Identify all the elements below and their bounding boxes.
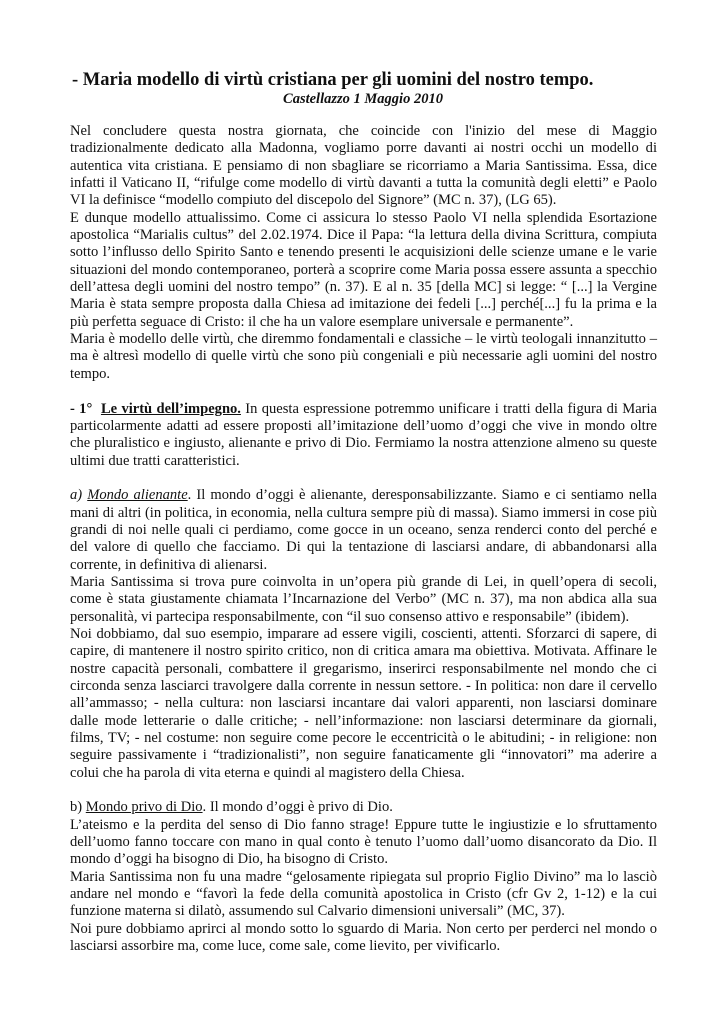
intro-paragraph: E dunque modello attualissimo. Come ci assicura lo stesso Paolo VI nella splendida Esortazione apostolica “Marialis cultus” del 2.02.1974. Dice il Papa: “la lettura della divina Scrittura, compiuta sotto l’influsso dello Spirito Santo e tenendo presenti le acquisizioni delle scienze umane e le varie situazioni del mondo contemporaneo, porterà a scoprire come Maria possa essere assunta a specchio dell’attesa degli uomini del nostro tempo” (n. 37). E al n. 35 [della MC] si legge: “ [...] la Vergine Maria è stata sempre proposta dalla Chiesa ad imitazione dei fedeli [...] perché[...] fu la prima e la più perfetta seguace di Cristo: il che ha un valore esemplare universale e permanente”. bbox=[70, 209, 657, 330]
section-b-prefix: b) bbox=[70, 799, 86, 816]
section-b-heading: Mondo privo di Dio bbox=[85, 799, 203, 816]
section-a-prefix: a) bbox=[70, 487, 88, 504]
section-1-text: In questa espressione potremmo unificare i tratti della figura di Maria particolarmente adatti ad essere proposti all’imitazione dell’uomo d’oggi che vive in mondo oltre che pluralistico e ingiusto, alienante e privo di Dio. Fermiamo la nostra attenzione almeno su queste ultimi due tratti caratteristici. bbox=[70, 400, 658, 469]
section-1-paragraph bbox=[70, 401, 657, 470]
section-b-paragraph bbox=[70, 799, 657, 816]
section-b-paragraph: Maria Santissima non fu una madre “gelosamente ripiegata sul proprio Figlio Divino” ma lo lasciò andare nel mondo e “favorì la fede della comunità apostolica in Cristo (cfr Gv 2, 1-12) e la cui funzione materna si dilatò, assumendo sul Calvario dimensioni universali” (MC, 37). bbox=[70, 868, 657, 920]
document-body bbox=[70, 123, 657, 956]
intro-paragraph: Maria è modello delle virtù, che diremmo fondamentali e classiche – le virtù teologali innanzitutto – ma è altresì modello di quelle virtù che sono più congeniali e più necessarie agli uomini del nostro tempo. bbox=[70, 331, 657, 382]
section-b-text: . Il mondo d’oggi è privo di Dio. bbox=[202, 799, 393, 816]
section-a-text: . Il mondo d’oggi è alienante, deresponsabilizzante. Siamo e ci sentiamo nella mani di altri (in politica, in economia, nella cultura sempre più di massa). Siamo immersi in cose più grandi di noi nelle quali ci perdiamo, come gocce in un oceano, senza renderci conto del perché e del valore di quello che facciamo. Di qui la tentazione di lasciarsi andare, di abbandonarsi alla corrente, in definitiva di alienarsi. bbox=[70, 487, 657, 573]
section-b-paragraph: Noi pure dobbiamo aprirci al mondo sotto lo sguardo di Maria. Non certo per perderci nel mondo o lasciarsi assorbire ma, come luce, come sale, come lievito, per vivificarlo. bbox=[70, 920, 657, 955]
section-a-paragraph: Noi dobbiamo, dal suo esempio, imparare ad essere vigili, coscienti, attenti. Sforzarci di sapere, di capire, di mantenere il nostro spirito critico, non di critica amara ma obiettiva. Motivata. Affinare le nostre capacità personali, combattere il gregarismo, inserirci responsabilmente nel mondo che ci circonda senza lasciarci travolgere dalla corrente in nessun settore. - In politica: non dare il cervello all’ammasso; - nella cultura: non lasciarsi incantare dai valori apparenti, non lasciarsi dominare dalle mode letterarie o dalle critiche; - nell’informazione: non lasciarsi determinare da giornali, films, TV; - nel costume: non seguire come pecore le eccentricità o le abitudini; - in religione: non seguire passivamente i “tradizionalisti”, non seguire fanaticamente gli “innovatori” ma aderire a colui che ha parola di vita eterna e quindi al magistero della Chiesa. bbox=[70, 625, 657, 781]
section-a-paragraph: Maria Santissima si trova pure coinvolta in un’opera più grande di Lei, in quell’opera di secoli, come è stata giustamente chiamata l’Incarnazione del Verbo” (MC n. 37), ma non abdica alla sua personalità, vi partecipa responsabilmente, con “il suo consenso attivo e responsabile” (ibidem). bbox=[70, 573, 657, 625]
section-1-heading: Le virtù dell’impegno. bbox=[100, 400, 241, 417]
document-title: - Maria modello di virtù cristiana per gli uomini del nostro tempo. bbox=[72, 70, 594, 90]
subtitle-text: Castellazzo 1 Maggio 2010 bbox=[283, 91, 443, 107]
intro-paragraph: Nel concludere questa nostra giornata, che coincide con l'inizio del mese di Maggio tradizionalmente dedicato alla Madonna, vogliamo porre davanti ai nostri occhi un modello di autentica vita cristiana. E pensiamo di non sbagliare se ricorriamo a Maria Santissima. Essa, dice infatti il Vaticano II, “rifulge come modello di virtù davanti a tutta la comunità degli eletti” e Paolo VI la definisce “modello compiuto del discepolo del Signore” (MC n. 37), (LG 65). bbox=[70, 123, 657, 209]
section-a-heading: Mondo alienante bbox=[87, 487, 188, 504]
section-1-number: - 1° bbox=[70, 400, 93, 417]
section-b-paragraph: L’ateismo e la perdita del senso di Dio fanno strage! Eppure tutte le ingiustizie e lo sfruttamento dell’uomo fanno toccare con mano in qual conto è tenuto l’uomo dall’uomo disancorato da Dio. Il mondo d’oggi ha bisogno di Dio, ha bisogno di Cristo. bbox=[70, 816, 657, 868]
section-a-paragraph bbox=[70, 487, 657, 574]
document-subtitle bbox=[0, 91, 724, 108]
